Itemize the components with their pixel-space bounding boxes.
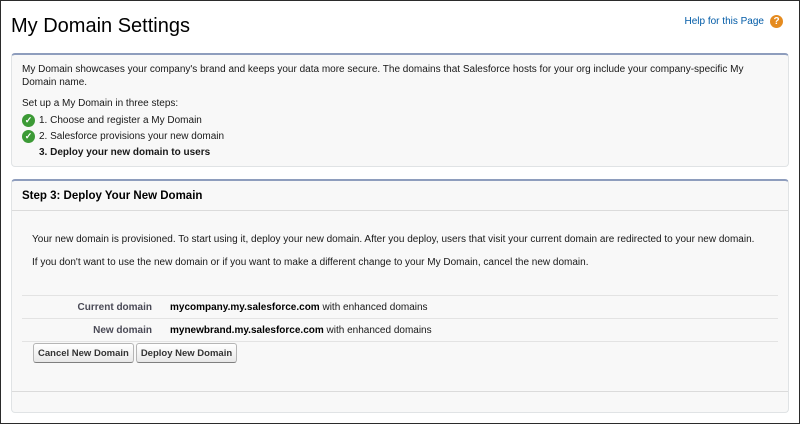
current-domain-label: Current domain [22, 296, 170, 319]
current-domain-name: mycompany.my.salesforce.com [170, 301, 320, 313]
intro-description: My Domain showcases your company's brand and keeps your data more secure. The domains that Salesforce hosts for your org include your company-specific My Domain name. [22, 64, 744, 88]
new-domain-value [170, 319, 778, 342]
new-domain-label: New domain [22, 319, 170, 342]
check-icon: ✓ [22, 114, 35, 127]
step-label: 1. Choose and register a My Domain [39, 114, 202, 126]
button-row [33, 343, 239, 363]
section-body [12, 211, 788, 269]
current-domain-suffix: with enhanced domains [319, 301, 428, 313]
steps-label: Set up a My Domain in three steps: [22, 98, 179, 109]
step-item-3 [22, 144, 778, 160]
intro-panel [11, 53, 789, 167]
deploy-section [11, 179, 789, 413]
section-title: Step 3: Deploy Your New Domain [12, 181, 788, 211]
table-row [22, 296, 778, 319]
current-domain-value [170, 296, 778, 319]
cancel-description: If you don't want to use the new domain or if you want to make a different change to your My Domain, cancel the new domain. [32, 257, 589, 268]
section-footer [12, 391, 788, 412]
step-item-1 [22, 112, 778, 128]
new-domain-name: mynewbrand.my.salesforce.com [170, 324, 324, 336]
step-item-2 [22, 128, 778, 144]
help-link[interactable]: Help for this Page [684, 16, 764, 27]
check-icon: ✓ [22, 130, 35, 143]
page-title: My Domain Settings [11, 15, 190, 37]
step-label: 3. Deploy your new domain to users [39, 146, 211, 158]
step-label: 2. Salesforce provisions your new domain [39, 130, 225, 142]
cancel-new-domain-button[interactable]: Cancel New Domain [33, 343, 134, 363]
deploy-description: Your new domain is provisioned. To start using it, deploy your new domain. After you deploy, users that visit your current domain are redirected to your new domain. [32, 234, 755, 245]
table-row [22, 319, 778, 342]
new-domain-suffix: with enhanced domains [323, 324, 432, 336]
help-area [685, 15, 784, 28]
domain-table [22, 295, 778, 342]
deploy-new-domain-button[interactable]: Deploy New Domain [136, 343, 237, 363]
help-icon[interactable]: ? [770, 15, 783, 28]
